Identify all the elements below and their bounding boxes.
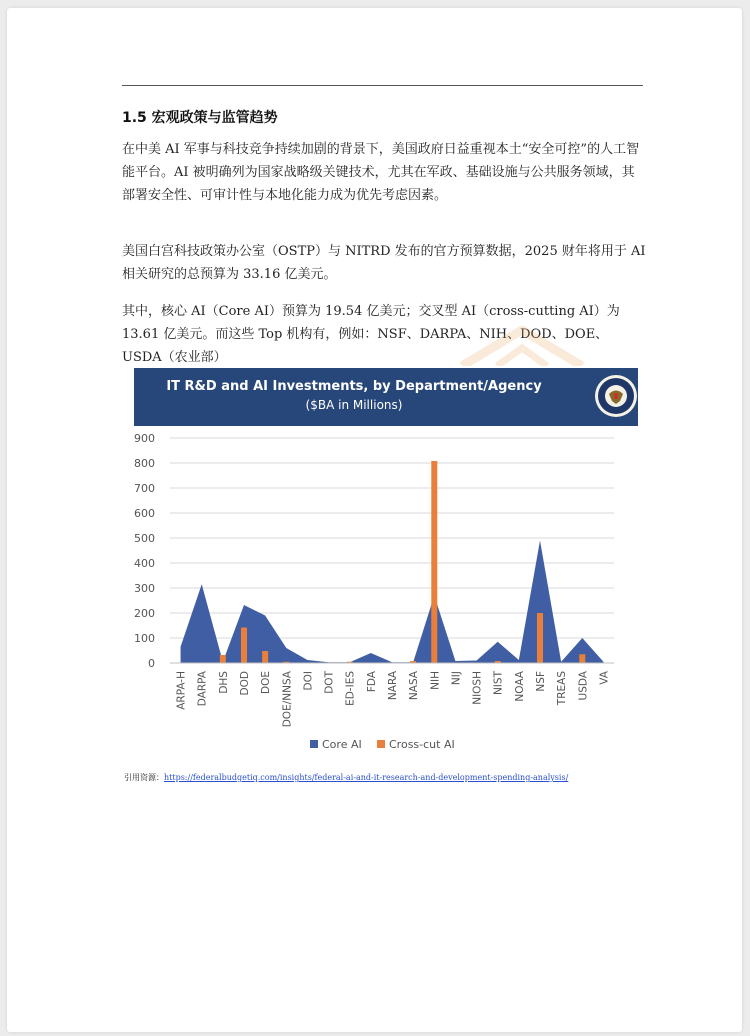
x-tick-label: DOT <box>323 671 336 694</box>
x-tick-label: NIOSH <box>471 671 484 705</box>
chart-plot <box>122 428 634 766</box>
x-tick-label: ARPA-H <box>175 671 188 710</box>
y-tick-label: 0 <box>148 657 155 670</box>
legend-swatch-cross <box>377 740 385 748</box>
document-page <box>7 8 742 1032</box>
cross-cut-bar <box>241 628 247 664</box>
presidential-seal-icon <box>594 374 638 418</box>
x-tick-label: ED-IES <box>344 671 357 706</box>
investment-chart <box>122 366 634 766</box>
cross-cut-bar <box>537 613 543 663</box>
cross-cut-bar <box>220 655 226 663</box>
y-tick-label: 900 <box>134 432 155 445</box>
chart-subtitle: ($BA in Millions) <box>305 398 403 412</box>
x-tick-label: TREAS <box>556 671 569 706</box>
legend-label-core: Core AI <box>322 738 362 751</box>
legend-label-cross: Cross-cut AI <box>389 738 455 751</box>
x-tick-label: NIH <box>429 671 442 690</box>
chart-title: IT R&D and AI Investments, by Department/Agency <box>166 379 542 394</box>
cross-cut-bar <box>262 651 268 663</box>
source-link[interactable]: https://federalbudgetiq.com/insights/federal-ai-and-it-research-and-development-spending-analysis/ <box>164 773 569 782</box>
y-tick-label: 800 <box>134 457 155 470</box>
watermark-logo-icon <box>452 326 592 366</box>
cross-cut-bar <box>579 654 585 663</box>
paragraph-2: 美国白宫科技政策办公室（OSTP）与 NITRD 发布的官方预算数据，2025 财年将用于 AI 相关研究的总预算为 33.16 亿美元。 <box>122 244 646 282</box>
x-tick-label: NSF <box>535 671 547 692</box>
x-tick-label: FDA <box>365 671 378 693</box>
x-tick-label: USDA <box>577 671 590 701</box>
header-rule <box>122 85 643 86</box>
source-citation <box>124 772 568 783</box>
x-tick-label: DOI <box>302 671 315 691</box>
cross-cut-bar <box>431 461 437 663</box>
chart-header <box>134 368 638 426</box>
x-tick-label: DARPA <box>196 671 209 707</box>
x-tick-label: DHS <box>217 671 230 694</box>
x-tick-label: NOAA <box>513 671 526 702</box>
x-tick-label: NIJ <box>450 671 463 686</box>
legend-swatch-core <box>310 740 318 748</box>
y-tick-label: 700 <box>134 482 155 495</box>
y-tick-label: 400 <box>134 557 155 570</box>
y-tick-label: 300 <box>134 582 155 595</box>
paragraph-1: 在中美 AI 军事与科技竞争持续加剧的背景下，美国政府日益重视本土“安全可控”的人工智能平台。AI 被明确列为国家战略级关键技术，尤其在军政、基础设施与公共服务领域，其部署安全性、可审计性与本地化能力成为优先考虑因素。 <box>122 142 640 203</box>
x-tick-label: NIST <box>492 671 505 696</box>
y-tick-label: 100 <box>134 632 155 645</box>
x-tick-label: NARA <box>387 671 399 701</box>
x-tick-label: DOD <box>239 671 251 696</box>
y-tick-label: 600 <box>134 507 155 520</box>
x-tick-label: DOE <box>260 671 273 694</box>
section-heading: 1.5 宏观政策与监管趋势 <box>122 110 278 126</box>
y-tick-label: 200 <box>134 607 155 620</box>
y-tick-label: 500 <box>134 532 155 545</box>
source-label: 引用资源： <box>124 773 164 782</box>
x-tick-label: DOE/NNSA <box>281 671 294 728</box>
x-tick-label: NASA <box>408 671 421 701</box>
paragraph-3: 其中，核心 AI（Core AI）预算为 19.54 亿美元；交叉型 AI（cross-cutting AI）为 13.61 亿美元。而这些 Top 机构有，例如：NSF、DARPA、NIH、DOD、DOE、USDA（农业部） <box>122 304 620 365</box>
x-tick-label: VA <box>598 671 611 685</box>
